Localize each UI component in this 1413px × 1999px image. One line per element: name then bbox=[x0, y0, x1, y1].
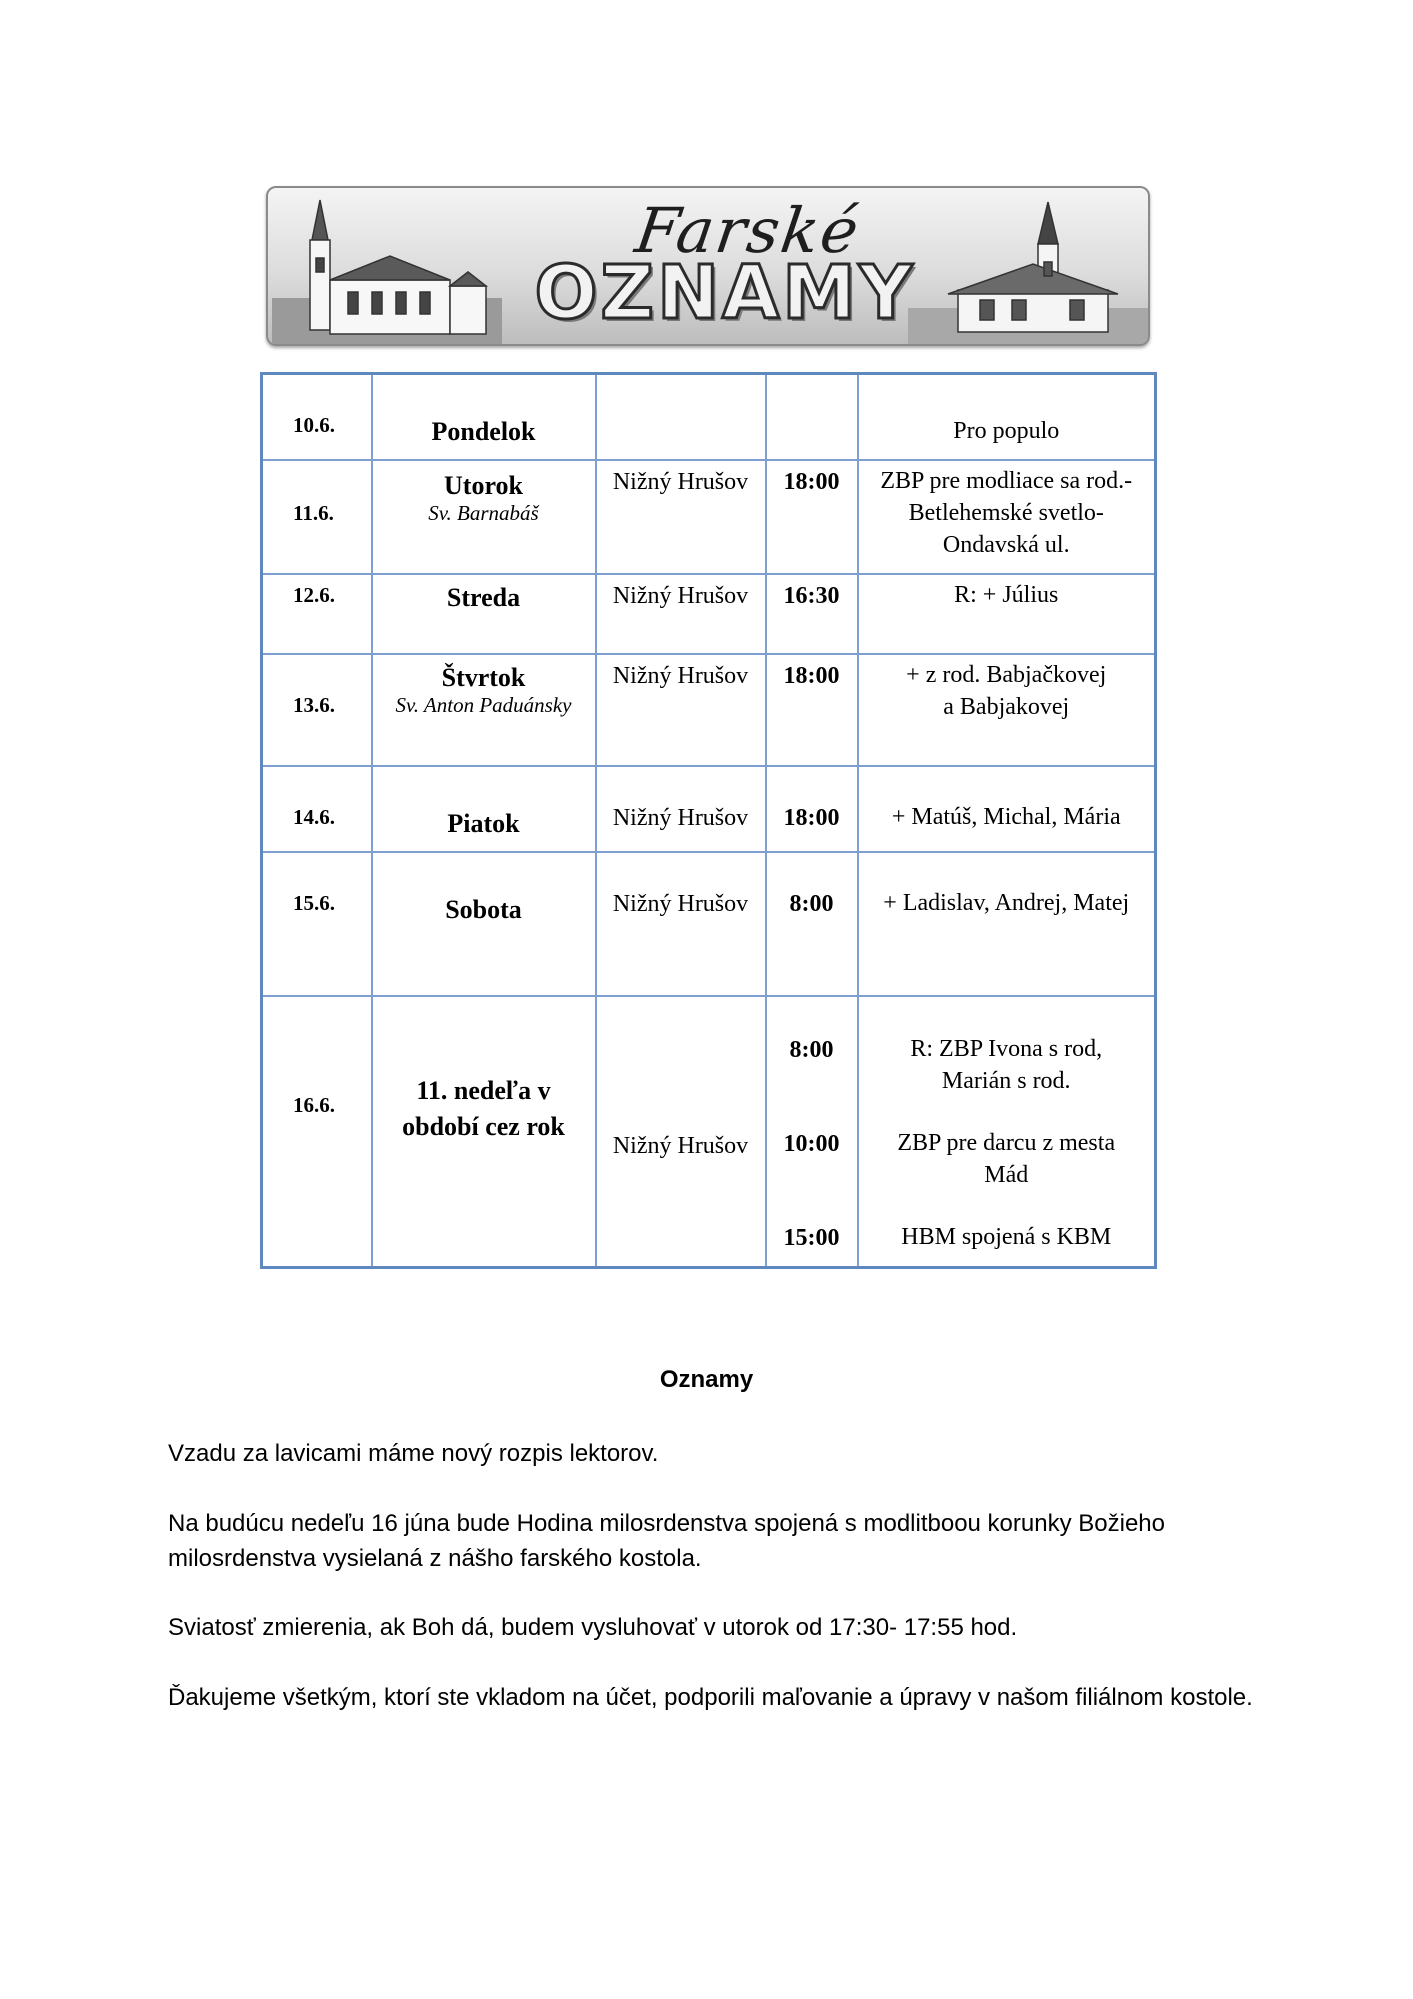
date-cell: 13.6. bbox=[262, 654, 372, 766]
day-name: Štvrtok bbox=[441, 662, 526, 692]
time-cell bbox=[766, 996, 858, 1268]
table-row bbox=[262, 574, 1156, 654]
intention-slot: HBM spojená s KBM bbox=[901, 1223, 1112, 1250]
date-cell: 12.6. bbox=[262, 574, 372, 654]
intention-cell: + Matúš, Michal, Mária bbox=[858, 766, 1156, 852]
date-cell: 11.6. bbox=[262, 460, 372, 574]
place-cell: Nižný Hrušov bbox=[596, 996, 766, 1268]
banner-script-text: Farské bbox=[631, 194, 865, 267]
table-row bbox=[262, 996, 1156, 1268]
notice-paragraph: Na budúcu nedeľu 16 júna bude Hodina milosrdenstva spojená s modlitboou korunky Božieho milosrdenstva vysielaná z nášho farského kostola. bbox=[168, 1510, 1165, 1572]
intention-cell: R: + Július bbox=[858, 574, 1156, 654]
time-cell: 18:00 bbox=[766, 460, 858, 574]
day-cell bbox=[372, 852, 596, 996]
place-cell: Nižný Hrušov bbox=[596, 574, 766, 654]
intention-cell bbox=[858, 996, 1156, 1268]
intention-cell: + Ladislav, Andrej, Matej bbox=[858, 852, 1156, 996]
day-name: Sobota bbox=[445, 894, 522, 924]
day-name: 11. nedeľa v období cez rok bbox=[402, 1075, 565, 1141]
place-cell bbox=[596, 374, 766, 460]
time-slot: 15:00 bbox=[783, 1224, 840, 1251]
time-cell: 8:00 bbox=[766, 852, 858, 996]
day-name: Piatok bbox=[447, 808, 520, 838]
table-row bbox=[262, 374, 1156, 460]
date-cell: 14.6. bbox=[262, 766, 372, 852]
table-row bbox=[262, 460, 1156, 574]
header-banner bbox=[266, 186, 1150, 346]
day-name: Utorok bbox=[444, 470, 523, 500]
time-cell: 18:00 bbox=[766, 654, 858, 766]
notice-paragraph: Vzadu za lavicami máme nový rozpis lektorov. bbox=[168, 1440, 659, 1467]
banner-title: OZNAMY bbox=[534, 250, 916, 336]
day-cell bbox=[372, 460, 596, 574]
left-church-icon bbox=[272, 200, 502, 344]
intention-cell: + z rod. Babjačkovej a Babjakovej bbox=[858, 654, 1156, 766]
table-row bbox=[262, 852, 1156, 996]
saint-name: Sv. Anton Paduánsky bbox=[395, 692, 572, 717]
intention-cell: Pro populo bbox=[858, 374, 1156, 460]
day-cell bbox=[372, 574, 596, 654]
place-cell: Nižný Hrušov bbox=[596, 766, 766, 852]
place-cell: Nižný Hrušov bbox=[596, 654, 766, 766]
notices-heading: Oznamy bbox=[659, 1366, 754, 1393]
day-cell bbox=[372, 654, 596, 766]
table-row bbox=[262, 766, 1156, 852]
place-cell: Nižný Hrušov bbox=[596, 852, 766, 996]
date-cell: 15.6. bbox=[262, 852, 372, 996]
table-row bbox=[262, 654, 1156, 766]
date-cell: 16.6. bbox=[262, 996, 372, 1268]
time-cell: 16:30 bbox=[766, 574, 858, 654]
time-slot: 10:00 bbox=[783, 1130, 840, 1157]
intention-slot: R: ZBP Ivona s rod, Marián s rod. bbox=[910, 1035, 1103, 1094]
time-cell bbox=[766, 374, 858, 460]
day-name: Pondelok bbox=[431, 417, 536, 446]
date-cell: 10.6. bbox=[262, 374, 372, 460]
time-slot: 8:00 bbox=[789, 1036, 834, 1063]
day-cell bbox=[372, 996, 596, 1268]
notice-paragraph: Sviatosť zmierenia, ak Boh dá, budem vysluhovať v utorok od 17:30- 17:55 hod. bbox=[168, 1614, 1018, 1641]
time-cell: 18:00 bbox=[766, 766, 858, 852]
place-cell: Nižný Hrušov bbox=[596, 460, 766, 574]
day-cell bbox=[372, 374, 596, 460]
intention-cell: ZBP pre modliace sa rod.- Betlehemské svetlo- Ondavská ul. bbox=[858, 460, 1156, 574]
day-cell bbox=[372, 766, 596, 852]
day-name: Streda bbox=[446, 582, 521, 612]
notice-paragraph: Ďakujeme všetkým, ktorí ste vkladom na účet, podporili maľovanie a úpravy v našom filiálnom kostole. bbox=[168, 1684, 1253, 1711]
saint-name: Sv. Barnabáš bbox=[428, 500, 539, 525]
intention-slot: ZBP pre darcu z mesta Mád bbox=[897, 1129, 1116, 1188]
mass-schedule-table bbox=[260, 372, 1157, 1269]
